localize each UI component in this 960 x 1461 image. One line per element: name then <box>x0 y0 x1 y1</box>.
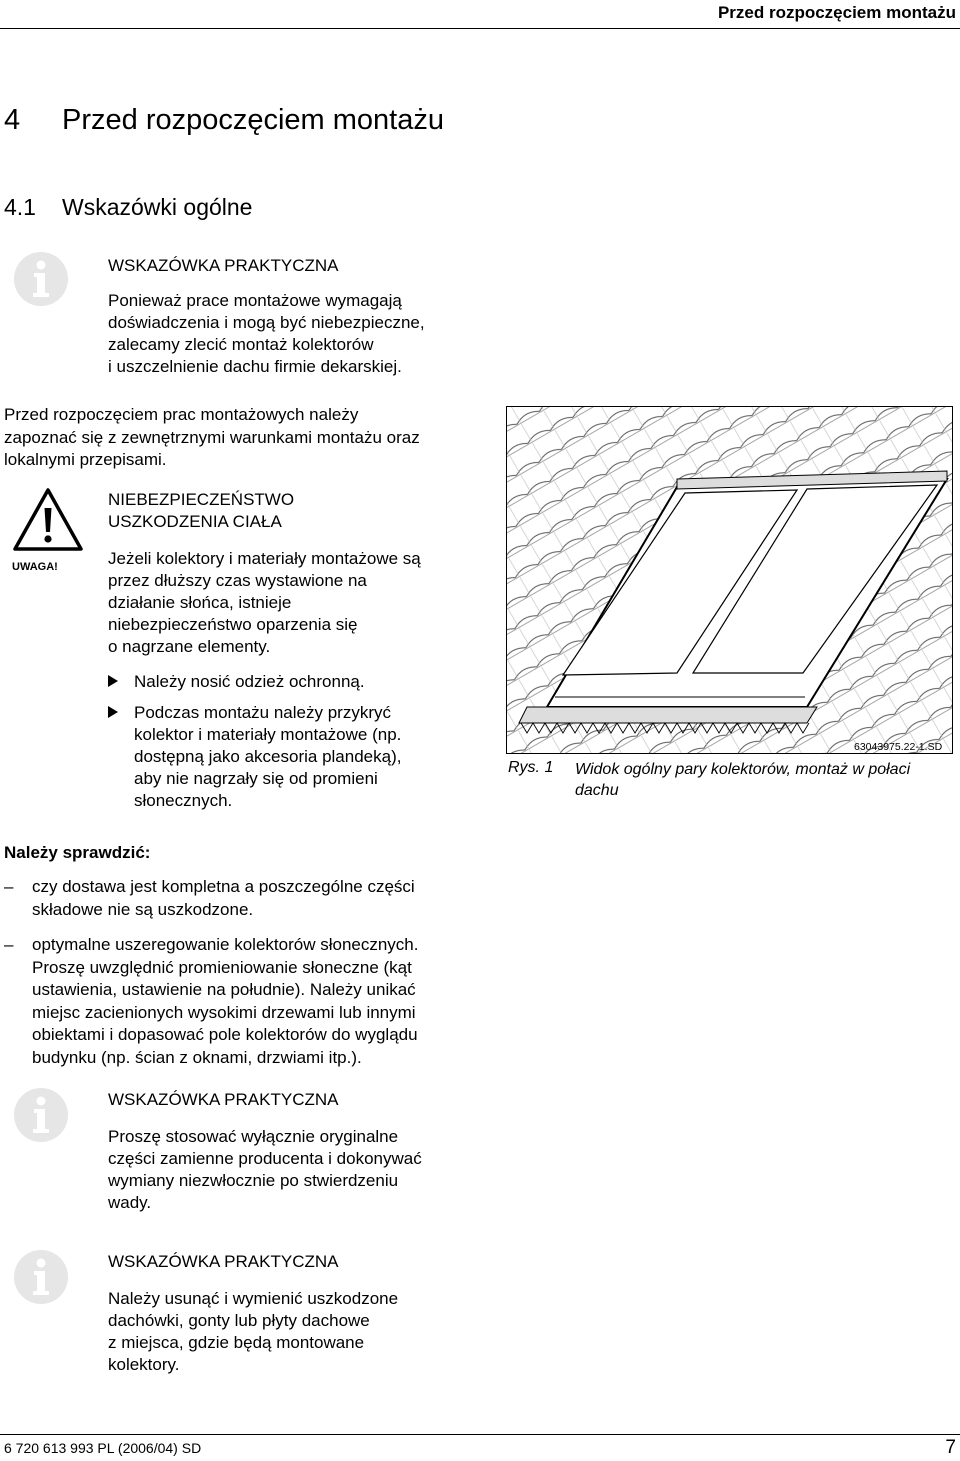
tip-text: Należy usunąć i wymienić uszkodzone dachówki, gonty lub płyty dachowe z miejsca, gdzie będą montowane kolektory. <box>108 1289 399 1374</box>
info-icon <box>12 1248 70 1306</box>
dash-bullet: – <box>4 877 14 896</box>
info-icon <box>12 1086 70 1144</box>
section-number: 4 <box>4 104 21 136</box>
bullet-arrow-icon <box>108 675 118 687</box>
checklist-title: Należy sprawdzić: <box>4 843 151 862</box>
info-icon <box>12 250 70 308</box>
collector-roof-figure <box>506 406 953 754</box>
danger-title: NIEBEZPIECZEŃSTWO USZKODZENIA CIAŁA <box>108 490 295 531</box>
checklist-item: – optymalne uszeregowanie kolektorów słonecznych. Proszę uwzględnić promieniowanie słoneczne (kąt ustawienia, ustawienie na południe). Należy unikać miejsc zacienionych wysokimi drzewami lub innymi obiektami i dopasować pole kolektorów do wyglądu budynku (np. ścian z oknami, drzwiami itp.). <box>4 935 419 1067</box>
figure-label: Rys. 1 <box>508 759 554 776</box>
running-header-title: Przed rozpoczęciem montażu <box>717 3 956 22</box>
header-rule <box>0 28 960 29</box>
footer-rule <box>0 1434 960 1435</box>
tip-title: WSKAZÓWKA PRAKTYCZNA <box>108 256 339 275</box>
subsection-number: 4.1 <box>4 194 36 220</box>
section-title: Przed rozpoczęciem montażu <box>62 104 444 136</box>
subsection-title: Wskazówki ogólne <box>62 194 253 220</box>
tip-title: WSKAZÓWKA PRAKTYCZNA <box>108 1252 339 1271</box>
figure-code: 63043975.22-1.SD <box>854 741 943 753</box>
danger-text: Jeżeli kolektory i materiały montażowe są przez dłuższy czas wystawione na działanie słońca, istnieje niebezpieczeństwo oparzenia się o nagrzane elementy. <box>108 549 421 656</box>
tip-text: Ponieważ prace montażowe wymagają doświadczenia i mogą być niebezpieczne, zalecamy zlecić montaż kolektorów i uszczelnienie dachu firmie dekarskiej. <box>108 291 425 376</box>
subsection-heading <box>4 194 252 221</box>
section-heading <box>4 104 444 137</box>
tip-text: Proszę stosować wyłącznie oryginalne części zamienne producenta i dokonywać wymiany niezwłocznie po stwierdzeniu wady. <box>108 1127 422 1212</box>
warning-label: UWAGA! <box>12 561 58 573</box>
roof-illustration <box>507 407 953 754</box>
checklist-item: – czy dostawa jest kompletna a poszczególne części składowe nie są uszkodzone. <box>4 877 415 919</box>
tip-title: WSKAZÓWKA PRAKTYCZNA <box>108 1090 339 1109</box>
danger-bullet: Należy nosić odzież ochronną. <box>134 671 365 693</box>
dash-bullet: – <box>4 935 14 954</box>
warning-triangle-icon <box>13 488 83 552</box>
danger-bullet: Podczas montażu należy przykryć kolektor i materiały montażowe (np. dostępną jako akcesoria plandeką), aby nie nagrzały się od promieni słonecznych. <box>134 702 401 812</box>
bullet-arrow-icon <box>108 706 118 718</box>
page-number: 7 <box>945 1437 956 1458</box>
document-id: 6 720 613 993 PL (2006/04) SD <box>4 1440 202 1456</box>
intro-paragraph: Przed rozpoczęciem prac montażowych należy zapoznać się z zewnętrznymi warunkami montażu oraz lokalnymi przepisami. <box>4 405 420 469</box>
figure-caption: Widok ogólny pary kolektorów, montaż w połaci dachu <box>575 761 911 799</box>
